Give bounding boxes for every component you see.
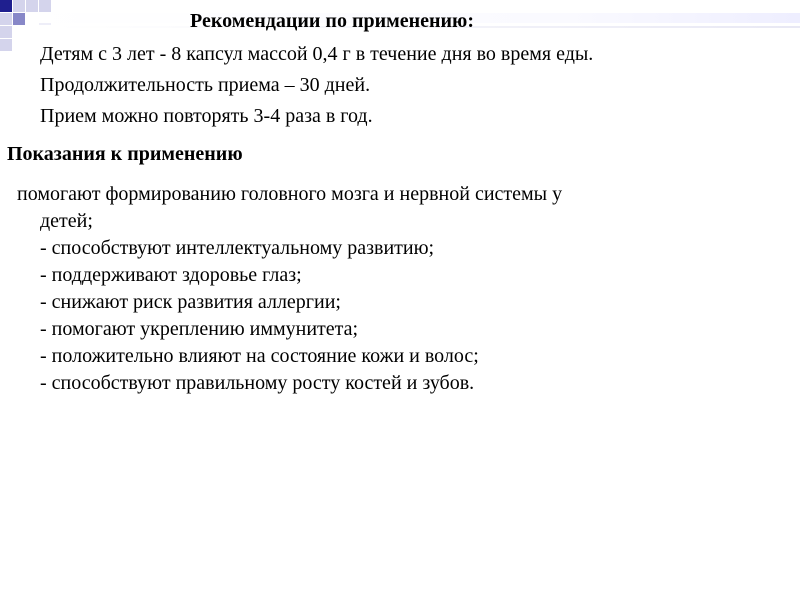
list-item: - снижают риск развития аллергии;: [40, 291, 341, 313]
indications-title: Показания к применению: [7, 143, 243, 165]
corner-square-icon: [13, 13, 25, 25]
recommendation-line: Продолжительность приема – 30 дней.: [40, 74, 371, 96]
list-item: - способствуют интеллектуальному развитию;: [40, 237, 435, 259]
corner-square-icon: [13, 0, 25, 12]
recommendation-line: Прием можно повторять 3-4 раза в год.: [40, 105, 373, 127]
list-item: - положительно влияют на состояние кожи и волос;: [40, 345, 479, 367]
corner-square-icon: [26, 0, 38, 12]
corner-square-icon: [39, 0, 51, 12]
corner-square-icon: [0, 26, 12, 38]
list-item: - помогают укреплению иммунитета;: [40, 318, 359, 340]
recommendations-title: Рекомендации по применению:: [190, 10, 475, 32]
indications-intro-continuation: детей;: [40, 210, 93, 232]
list-item: - способствуют правильному росту костей и зубов.: [40, 372, 475, 394]
recommendation-line: Детям с 3 лет - 8 капсул массой 0,4 г в течение дня во время еды.: [40, 43, 594, 65]
corner-square-icon: [0, 39, 12, 51]
corner-square-icon: [0, 0, 12, 12]
indications-list: [12, 181, 772, 397]
corner-square-icon: [0, 13, 12, 25]
indications-intro: помогают формированию головного мозга и нервной системы у: [12, 183, 563, 205]
list-item: - поддерживают здоровье глаз;: [40, 264, 302, 286]
